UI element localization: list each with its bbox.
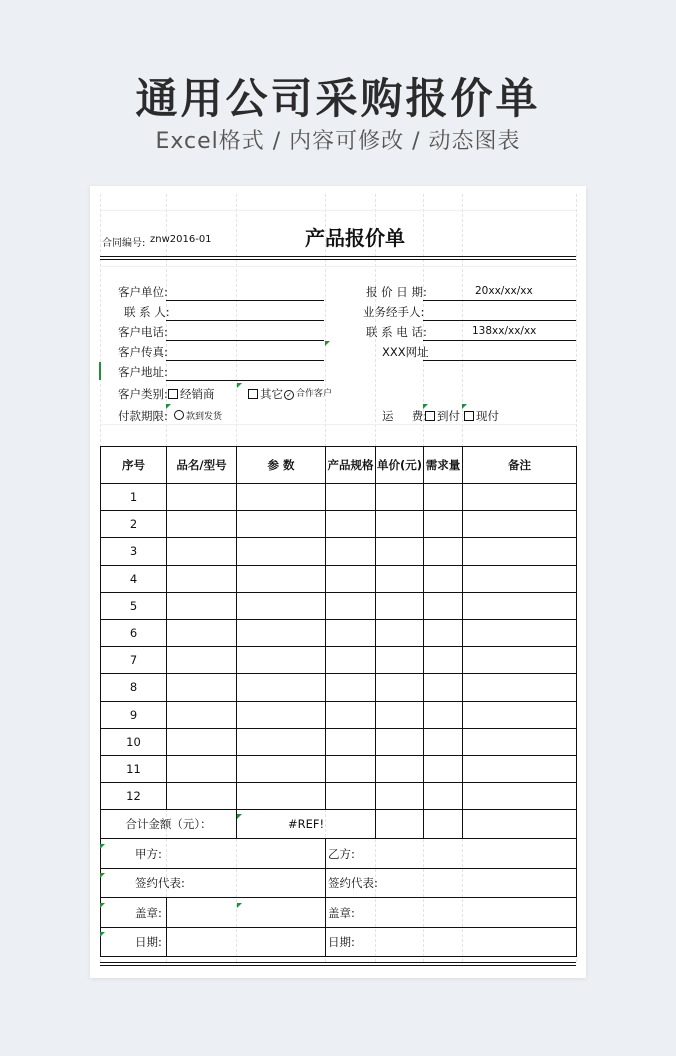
date-a-label[interactable]: 日期:: [101, 927, 167, 957]
spreadsheet-sheet: [90, 186, 586, 978]
cell[interactable]: [463, 619, 577, 646]
customer-fax-label: 客户传真:: [118, 345, 168, 359]
handler-label: 业务经手人:: [363, 305, 425, 319]
cell[interactable]: [463, 674, 577, 701]
col-header: 单价(元): [376, 447, 424, 484]
contract-no-label: 合同编号:: [102, 238, 146, 249]
cell[interactable]: [237, 728, 326, 755]
cell[interactable]: [167, 755, 237, 782]
cell[interactable]: [376, 592, 424, 619]
cell[interactable]: [237, 755, 326, 782]
table-row: [101, 511, 577, 538]
type-partner-checkbox[interactable]: ✓ 合作客户: [284, 386, 332, 400]
cell[interactable]: [424, 484, 463, 511]
cell[interactable]: [167, 538, 237, 565]
shipping-label: 运 费:: [382, 409, 428, 423]
rep-a-label[interactable]: 签约代表:: [101, 868, 326, 898]
header-divider: [100, 256, 576, 260]
cell[interactable]: [424, 674, 463, 701]
cell[interactable]: [376, 755, 424, 782]
cell[interactable]: [167, 565, 237, 592]
cell[interactable]: [424, 565, 463, 592]
representative-row: [101, 868, 577, 898]
cell[interactable]: [376, 538, 424, 565]
cell[interactable]: [167, 647, 237, 674]
table-row: [101, 565, 577, 592]
website-label: XXX网址: [382, 345, 429, 359]
cell[interactable]: [376, 701, 424, 728]
customer-phone-label: 客户电话:: [118, 325, 168, 339]
cell[interactable]: [326, 565, 376, 592]
contract-no: znw2016-01: [150, 234, 212, 245]
cell[interactable]: [463, 538, 577, 565]
total-value[interactable]: #REF!: [237, 810, 376, 839]
cell[interactable]: [424, 810, 463, 839]
cell[interactable]: [376, 484, 424, 511]
table-row: [101, 701, 577, 728]
cell[interactable]: [424, 647, 463, 674]
cell[interactable]: [167, 728, 237, 755]
cell[interactable]: [237, 538, 326, 565]
cell[interactable]: [326, 511, 376, 538]
cell[interactable]: [376, 728, 424, 755]
seal-row: [101, 898, 577, 928]
cell[interactable]: [167, 619, 237, 646]
cell[interactable]: [237, 565, 326, 592]
col-header: 产品规格: [326, 447, 376, 484]
cell[interactable]: [167, 898, 326, 928]
row-index: 9: [101, 701, 167, 728]
quote-date-label: 报 价 日 期:: [366, 285, 427, 299]
cell[interactable]: [463, 728, 577, 755]
row-index: 8: [101, 674, 167, 701]
cell[interactable]: [237, 647, 326, 674]
cell[interactable]: [463, 755, 577, 782]
cell[interactable]: [326, 484, 376, 511]
table-row: [101, 538, 577, 565]
cell[interactable]: [326, 674, 376, 701]
cell[interactable]: [463, 565, 577, 592]
cell[interactable]: [237, 592, 326, 619]
cell[interactable]: [167, 927, 326, 957]
cell[interactable]: [424, 728, 463, 755]
total-row: [101, 810, 577, 839]
row-index: 12: [101, 783, 167, 810]
cell[interactable]: [424, 783, 463, 810]
party-a-label[interactable]: 甲方:: [101, 839, 326, 869]
cell[interactable]: [167, 511, 237, 538]
row-index: 3: [101, 538, 167, 565]
cell[interactable]: [237, 701, 326, 728]
cell[interactable]: [424, 755, 463, 782]
cell[interactable]: [237, 619, 326, 646]
payment-term-label: 付款期限:: [118, 409, 168, 423]
party-b-label[interactable]: 乙方:: [326, 839, 577, 869]
cell[interactable]: [463, 511, 577, 538]
cell[interactable]: [326, 592, 376, 619]
row-index: 2: [101, 511, 167, 538]
cell[interactable]: [326, 619, 376, 646]
table-row: [101, 592, 577, 619]
row-index: 4: [101, 565, 167, 592]
col-header: 品名/型号: [167, 447, 237, 484]
table-row: [101, 783, 577, 810]
table-header-row: [101, 447, 577, 484]
table-row: [101, 674, 577, 701]
table-row: [101, 755, 577, 782]
cell[interactable]: [376, 810, 424, 839]
cell[interactable]: [463, 783, 577, 810]
cell[interactable]: [167, 674, 237, 701]
type-other-checkbox[interactable]: 其它: [248, 386, 283, 402]
cell[interactable]: [167, 592, 237, 619]
col-header: 备注: [463, 447, 577, 484]
cell[interactable]: [237, 484, 326, 511]
cell[interactable]: [326, 647, 376, 674]
seal-b-label[interactable]: 盖章:: [326, 898, 577, 928]
row-index: 7: [101, 647, 167, 674]
shipping-prepaid-checkbox[interactable]: 现付: [464, 408, 499, 424]
date-b-label[interactable]: 日期:: [326, 927, 577, 957]
contact-phone-value: 138xx/xx/xx: [472, 325, 537, 337]
document-title: 产品报价单: [305, 226, 405, 250]
customer-address-label: 客户地址:: [118, 365, 168, 379]
cell[interactable]: [463, 647, 577, 674]
cell[interactable]: [167, 484, 237, 511]
rep-b-label[interactable]: 签约代表:: [326, 868, 577, 898]
cell[interactable]: [376, 647, 424, 674]
cell[interactable]: [326, 783, 376, 810]
party-row: [101, 839, 577, 869]
cell[interactable]: [237, 674, 326, 701]
cell[interactable]: [424, 701, 463, 728]
table-row: [101, 619, 577, 646]
cell[interactable]: [376, 619, 424, 646]
row-index: 11: [101, 755, 167, 782]
row-index: 10: [101, 728, 167, 755]
cell[interactable]: [376, 565, 424, 592]
cell[interactable]: [326, 755, 376, 782]
col-header: 参 数: [237, 447, 326, 484]
page-title: 通用公司采购报价单: [135, 74, 541, 123]
table-row: [101, 484, 577, 511]
seal-a-label[interactable]: 盖章:: [101, 898, 167, 928]
col-header: 序号: [101, 447, 167, 484]
quote-date-value: 20xx/xx/xx: [475, 285, 533, 297]
cell[interactable]: [463, 484, 577, 511]
payment-option-checkbox[interactable]: 款到发货: [174, 409, 222, 422]
table-row: [101, 728, 577, 755]
table-row: [101, 647, 577, 674]
cell[interactable]: [326, 701, 376, 728]
col-header: 需求量: [424, 447, 463, 484]
row-index: 5: [101, 592, 167, 619]
row-index: 6: [101, 619, 167, 646]
contact-label: 联 系 人:: [124, 305, 170, 319]
cell[interactable]: [326, 538, 376, 565]
type-dealer-checkbox[interactable]: 经销商: [168, 386, 215, 402]
cell[interactable]: [167, 783, 237, 810]
cell[interactable]: [424, 511, 463, 538]
page-subtitle: Excel格式 / 内容可修改 / 动态图表: [155, 129, 521, 154]
cell[interactable]: [424, 538, 463, 565]
footer-divider: [100, 962, 576, 966]
cell[interactable]: [376, 674, 424, 701]
cell[interactable]: [326, 728, 376, 755]
customer-unit-label: 客户单位:: [118, 285, 168, 299]
cell[interactable]: [376, 511, 424, 538]
date-row: [101, 927, 577, 957]
cell[interactable]: [237, 783, 326, 810]
cell[interactable]: [167, 701, 237, 728]
total-label: 合计金额（元）：: [101, 810, 237, 839]
cell[interactable]: [463, 592, 577, 619]
cell[interactable]: [424, 592, 463, 619]
cell[interactable]: [424, 619, 463, 646]
product-table: [100, 446, 577, 957]
contact-phone-label: 联 系 电 话:: [366, 325, 427, 339]
row-index: 1: [101, 484, 167, 511]
cell[interactable]: [463, 810, 577, 839]
shipping-collect-checkbox[interactable]: 到付: [425, 408, 460, 424]
cell[interactable]: [237, 511, 326, 538]
cell[interactable]: [463, 701, 577, 728]
cell[interactable]: [376, 783, 424, 810]
customer-type-label: 客户类别:: [118, 387, 168, 401]
